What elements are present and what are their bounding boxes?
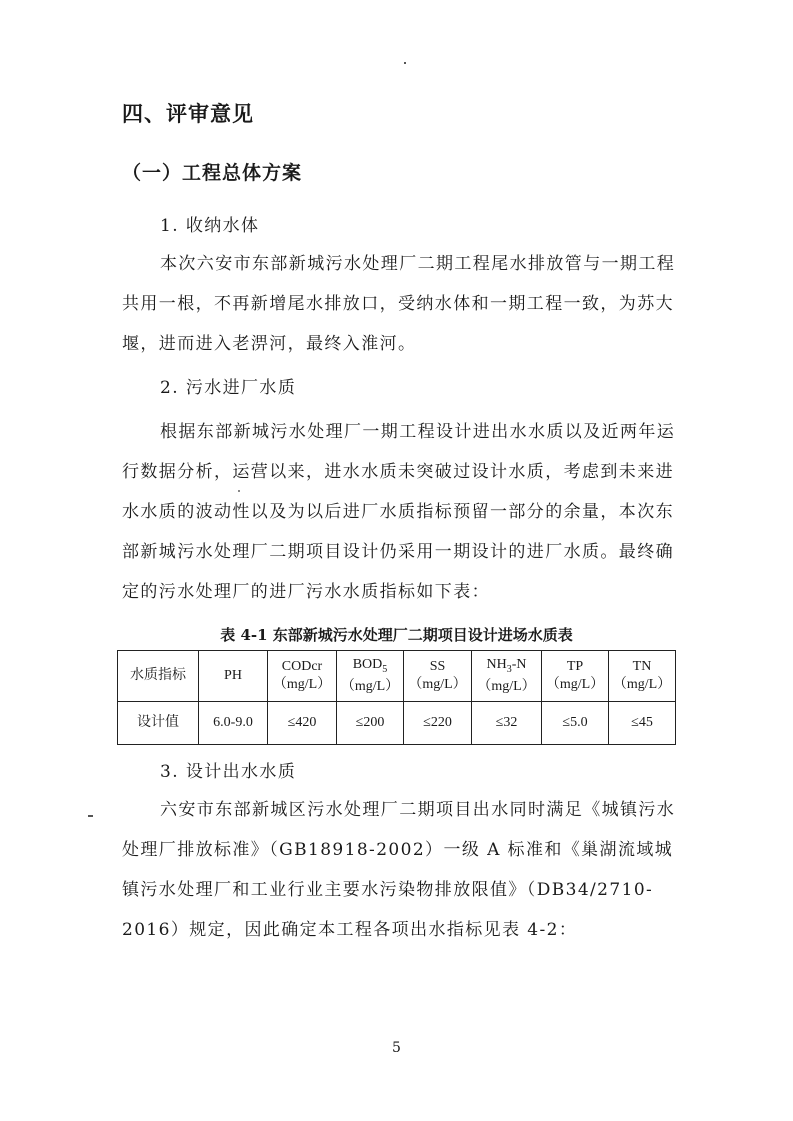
water-quality-table [117,650,676,745]
col-unit: （mg/L） [340,679,400,695]
table-header-cell [268,651,337,702]
row-header-label: 水质指标 [130,668,186,683]
subsection-heading: （一）工程总体方案 [122,162,303,184]
col-name: CODcr [281,659,323,674]
col-unit: （mg/L） [545,677,605,692]
col-name: TP [566,659,584,674]
col-name: $BOD_5$ [352,656,388,675]
col-name: SS [429,659,446,674]
table-cell: ≤200 [337,702,404,745]
table-cell: 6.0-9.0 [199,702,268,745]
col-unit: （mg/L） [272,677,332,692]
table-header-row [118,651,676,702]
col-unit: （mg/L） [477,679,536,695]
table-header-cell [609,651,676,702]
col-unit: （mg/L） [408,677,467,692]
section-heading: 四、评审意见 [122,102,254,126]
table-header-cell [404,651,472,702]
table-header-cell [199,651,268,702]
table-cell: ≤32 [472,702,542,745]
table-value-row [118,702,676,745]
col-name: PH [224,668,242,683]
table-cell: ≤220 [404,702,472,745]
table-header-cell [337,651,404,702]
table-cell: ≤5.0 [542,702,609,745]
item-heading-3: 3. 设计出水水质 [160,762,297,782]
scan-speck [404,62,406,64]
page-number: 5 [392,1040,401,1056]
table-cell: ≤420 [268,702,337,745]
table-caption: 表 4-1 东部新城污水处理厂二期项目设计进场水质表 [220,626,573,644]
table-row-header [118,651,199,702]
table-row-label: 设计值 [118,702,199,745]
paragraph-3: 六安市东部新城区污水处理厂二期项目出水同时满足《城镇污水处理厂排放标准》（GB18918-2002）一级 A 标准和《巢湖流域城镇污水处理厂和工业行业主要水污染物排放限值》（DB34/2710-2016）规定，因此确定本工程各项出水指标见表 4-2： [122,800,676,940]
paragraph-1: 本次六安市东部新城污水处理厂二期工程尾水排放管与一期工程共用一根，不再新增尾水排放口，受纳水体和一期工程一致，为苏大堰，进而进入老淠河，最终入淮河。 [122,254,676,354]
table-header-cell [542,651,609,702]
col-name: TN [632,659,652,674]
item-heading-2: 2. 污水进厂水质 [160,378,297,398]
table-header-cell [472,651,542,702]
col-unit: （mg/L） [612,677,672,692]
paragraph-2: 根据东部新城污水处理厂一期工程设计进出水水质以及近两年运行数据分析，运营以来，进水水质未突破过设计水质，考虑到未来进水水质的波动性以及为以后进厂水质指标预留一部分的余量，本次东部新城污水处理厂二期项目设计仍采用一期设计的进厂水质。最终确定的污水处理厂的进厂污水水质指标如下表： [122,422,676,602]
item-heading-1: 1. 收纳水体 [160,216,260,236]
table-cell: ≤45 [609,702,676,745]
col-name: $NH_3-N$ [486,656,527,675]
scan-speck [88,815,93,817]
